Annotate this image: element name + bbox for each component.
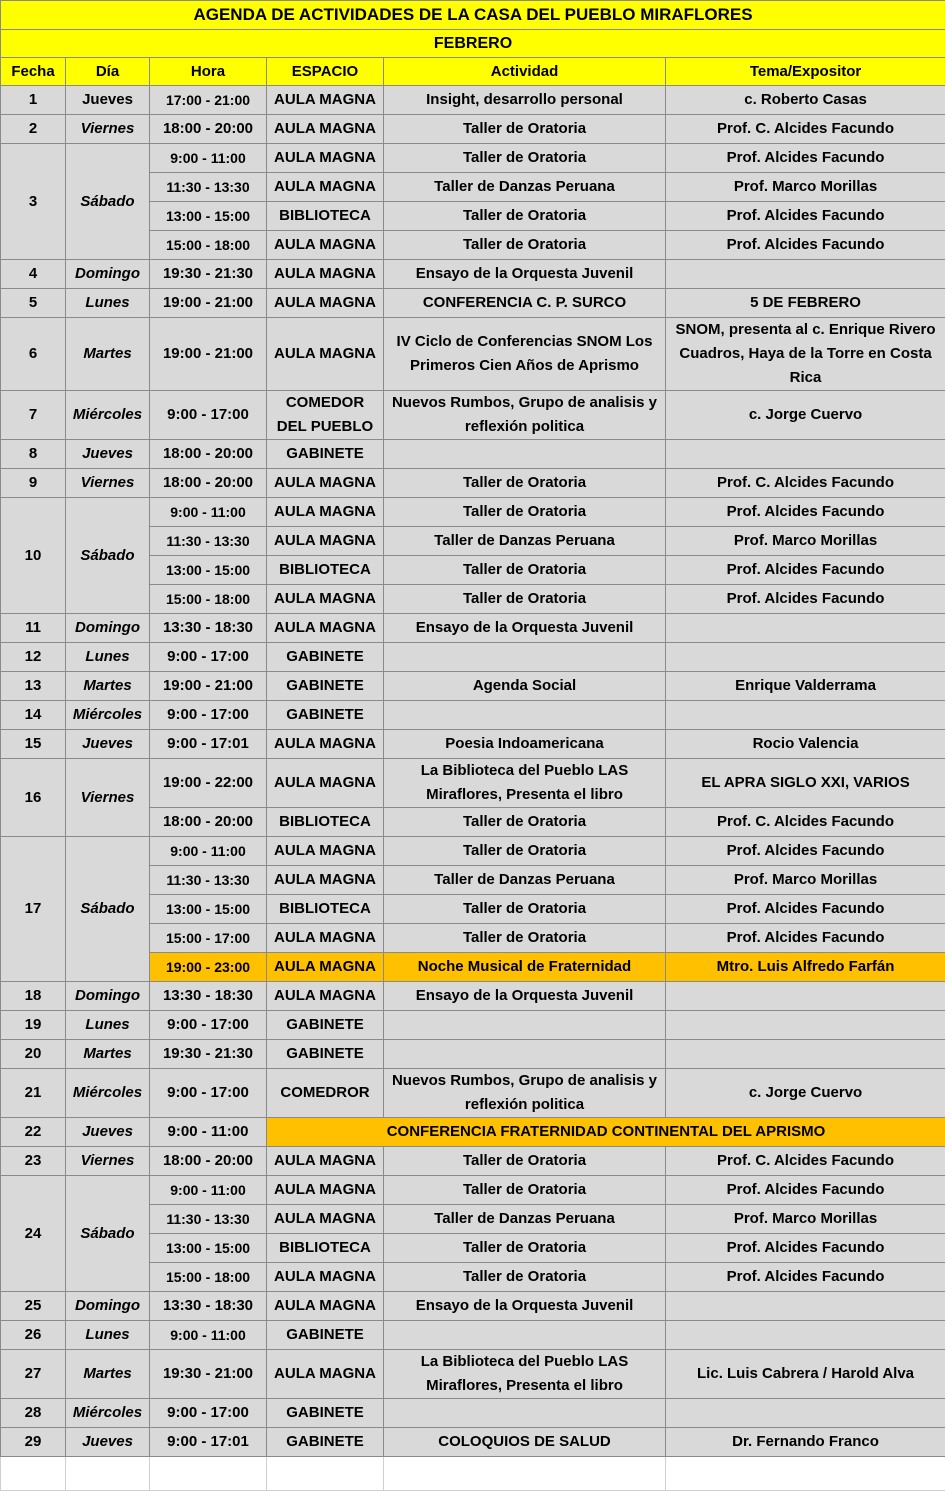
table-row	[1, 1292, 945, 1321]
fecha-cell: 26	[1, 1321, 66, 1350]
espacio-cell: AULA MAGNA	[267, 231, 384, 260]
actividad-cell: Ensayo de la Orquesta Juvenil	[384, 982, 666, 1011]
actividad-cell: Nuevos Rumbos, Grupo de analisis y reflexión politica	[384, 1069, 666, 1118]
col-header-actividad: Actividad	[384, 58, 666, 86]
actividad-cell	[384, 643, 666, 672]
expositor-cell: Enrique Valderrama	[666, 672, 945, 701]
expositor-cell	[666, 701, 945, 730]
espacio-cell: AULA MAGNA	[267, 1263, 384, 1292]
hora-cell: 19:30 - 21:30	[150, 260, 267, 289]
actividad-cell: Taller de Oratoria	[384, 1234, 666, 1263]
hora-cell: 18:00 - 20:00	[150, 1147, 267, 1176]
hora-cell: 9:00 - 17:00	[150, 643, 267, 672]
table-row	[1, 440, 945, 469]
expositor-cell	[666, 1321, 945, 1350]
fecha-cell: 24	[1, 1176, 66, 1292]
actividad-cell: Taller de Oratoria	[384, 585, 666, 614]
espacio-cell: GABINETE	[267, 440, 384, 469]
hora-cell: 13:00 - 15:00	[150, 1234, 267, 1263]
hora-cell: 9:00 - 11:00	[150, 1176, 267, 1205]
fecha-cell: 6	[1, 318, 66, 391]
table-row	[1, 498, 945, 527]
table-row	[1, 1011, 945, 1040]
actividad-cell: IV Ciclo de Conferencias SNOM Los Primeros Cien Años de Aprismo	[384, 318, 666, 391]
hora-cell: 19:00 - 22:00	[150, 759, 267, 808]
dia-cell: Martes	[66, 1350, 150, 1399]
dia-cell: Jueves	[66, 440, 150, 469]
fecha-cell: 10	[1, 498, 66, 614]
expositor-cell: Prof. Alcides Facundo	[666, 837, 945, 866]
expositor-cell: Prof. Alcides Facundo	[666, 231, 945, 260]
empty-cell	[66, 1457, 150, 1491]
fecha-cell: 3	[1, 144, 66, 260]
espacio-cell: AULA MAGNA	[267, 144, 384, 173]
hora-cell: 15:00 - 17:00	[150, 924, 267, 953]
expositor-cell	[666, 1292, 945, 1321]
espacio-cell: GABINETE	[267, 1428, 384, 1457]
expositor-cell: EL APRA SIGLO XXI, VARIOS	[666, 759, 945, 808]
expositor-cell: c. Roberto Casas	[666, 86, 945, 115]
dia-cell: Jueves	[66, 1428, 150, 1457]
fecha-cell: 15	[1, 730, 66, 759]
espacio-cell: AULA MAGNA	[267, 86, 384, 115]
hora-cell: 9:00 - 11:00	[150, 498, 267, 527]
expositor-cell: Prof. Marco Morillas	[666, 527, 945, 556]
hora-cell: 13:00 - 15:00	[150, 895, 267, 924]
fecha-cell: 17	[1, 837, 66, 982]
table-row	[1, 701, 945, 730]
fecha-cell: 25	[1, 1292, 66, 1321]
actividad-cell: Agenda Social	[384, 672, 666, 701]
agenda-title: AGENDA DE ACTIVIDADES DE LA CASA DEL PUEBLO MIRAFLORES	[1, 1, 945, 30]
hora-cell: 18:00 - 20:00	[150, 808, 267, 837]
hora-cell: 11:30 - 13:30	[150, 173, 267, 202]
empty-row	[1, 1457, 945, 1491]
fecha-cell: 23	[1, 1147, 66, 1176]
actividad-cell: Taller de Oratoria	[384, 1263, 666, 1292]
espacio-cell: AULA MAGNA	[267, 1176, 384, 1205]
expositor-cell: Mtro. Luis Alfredo Farfán	[666, 953, 945, 982]
hora-cell: 19:00 - 23:00	[150, 953, 267, 982]
hora-cell: 9:00 - 11:00	[150, 1321, 267, 1350]
dia-cell: Miércoles	[66, 391, 150, 440]
espacio-cell: COMEDROR	[267, 1069, 384, 1118]
actividad-cell: Taller de Oratoria	[384, 202, 666, 231]
table-row	[1, 1321, 945, 1350]
expositor-cell: 5 DE FEBRERO	[666, 289, 945, 318]
hora-cell: 9:00 - 17:00	[150, 1011, 267, 1040]
dia-cell: Viernes	[66, 759, 150, 837]
dia-cell: Viernes	[66, 469, 150, 498]
col-header-fecha: Fecha	[1, 58, 66, 86]
expositor-cell: SNOM, presenta al c. Enrique Rivero Cuadros, Haya de la Torre en Costa Rica	[666, 318, 945, 391]
espacio-cell: AULA MAGNA	[267, 730, 384, 759]
table-row	[1, 1147, 945, 1176]
table-row	[1, 144, 945, 173]
hora-cell: 19:00 - 21:00	[150, 672, 267, 701]
actividad-cell: Taller de Oratoria	[384, 1176, 666, 1205]
table-row	[1, 86, 945, 115]
fecha-cell: 13	[1, 672, 66, 701]
fecha-cell: 16	[1, 759, 66, 837]
table-row	[1, 643, 945, 672]
actividad-cell: Taller de Danzas Peruana	[384, 173, 666, 202]
espacio-cell: COMEDOR DEL PUEBLO	[267, 391, 384, 440]
expositor-cell: Prof. Alcides Facundo	[666, 498, 945, 527]
espacio-cell: AULA MAGNA	[267, 469, 384, 498]
fecha-cell: 7	[1, 391, 66, 440]
espacio-cell: AULA MAGNA	[267, 1205, 384, 1234]
dia-cell: Sábado	[66, 144, 150, 260]
hora-cell: 19:00 - 21:00	[150, 289, 267, 318]
actividad-cell: Poesia Indoamericana	[384, 730, 666, 759]
espacio-cell: AULA MAGNA	[267, 924, 384, 953]
fecha-cell: 18	[1, 982, 66, 1011]
espacio-cell: AULA MAGNA	[267, 260, 384, 289]
fecha-cell: 20	[1, 1040, 66, 1069]
actividad-cell: Taller de Oratoria	[384, 1147, 666, 1176]
table-row	[1, 1069, 945, 1118]
fecha-cell: 22	[1, 1118, 66, 1147]
expositor-cell	[666, 1011, 945, 1040]
expositor-cell	[666, 982, 945, 1011]
actividad-cell: Taller de Oratoria	[384, 469, 666, 498]
espacio-cell: AULA MAGNA	[267, 173, 384, 202]
espacio-cell: BIBLIOTECA	[267, 895, 384, 924]
expositor-cell: Prof. Alcides Facundo	[666, 1263, 945, 1292]
hora-cell: 9:00 - 11:00	[150, 144, 267, 173]
espacio-cell: GABINETE	[267, 1011, 384, 1040]
dia-cell: Miércoles	[66, 1399, 150, 1428]
hora-cell: 9:00 - 17:00	[150, 1069, 267, 1118]
hora-cell: 9:00 - 17:00	[150, 391, 267, 440]
empty-cell	[384, 1457, 666, 1491]
fecha-cell: 2	[1, 115, 66, 144]
expositor-cell: Prof. Marco Morillas	[666, 1205, 945, 1234]
actividad-cell	[384, 440, 666, 469]
dia-cell: Sábado	[66, 498, 150, 614]
hora-cell: 13:00 - 15:00	[150, 556, 267, 585]
actividad-cell: Taller de Oratoria	[384, 556, 666, 585]
expositor-cell: Prof. Alcides Facundo	[666, 144, 945, 173]
expositor-cell: Prof. Marco Morillas	[666, 173, 945, 202]
dia-cell: Martes	[66, 318, 150, 391]
actividad-cell: Nuevos Rumbos, Grupo de analisis y reflexión politica	[384, 391, 666, 440]
fecha-cell: 5	[1, 289, 66, 318]
espacio-cell: AULA MAGNA	[267, 289, 384, 318]
expositor-cell	[666, 1040, 945, 1069]
actividad-cell: Ensayo de la Orquesta Juvenil	[384, 614, 666, 643]
expositor-cell: Rocio Valencia	[666, 730, 945, 759]
dia-cell: Domingo	[66, 614, 150, 643]
espacio-cell: AULA MAGNA	[267, 527, 384, 556]
fecha-cell: 29	[1, 1428, 66, 1457]
actividad-cell: Noche Musical de Fraternidad	[384, 953, 666, 982]
espacio-cell: AULA MAGNA	[267, 759, 384, 808]
month-label: FEBRERO	[1, 30, 945, 58]
actividad-cell: Taller de Danzas Peruana	[384, 1205, 666, 1234]
expositor-cell: Prof. Alcides Facundo	[666, 1234, 945, 1263]
dia-cell: Domingo	[66, 982, 150, 1011]
hora-cell: 11:30 - 13:30	[150, 527, 267, 556]
actividad-cell: Taller de Oratoria	[384, 895, 666, 924]
hora-cell: 9:00 - 17:00	[150, 1399, 267, 1428]
hora-cell: 9:00 - 17:00	[150, 701, 267, 730]
expositor-cell	[666, 260, 945, 289]
table-row	[1, 469, 945, 498]
espacio-cell: AULA MAGNA	[267, 1292, 384, 1321]
expositor-cell: Dr. Fernando Franco	[666, 1428, 945, 1457]
espacio-cell: AULA MAGNA	[267, 115, 384, 144]
hora-cell: 15:00 - 18:00	[150, 231, 267, 260]
expositor-cell: Prof. Alcides Facundo	[666, 895, 945, 924]
fecha-cell: 11	[1, 614, 66, 643]
table-row	[1, 614, 945, 643]
hora-cell: 17:00 - 21:00	[150, 86, 267, 115]
fecha-cell: 28	[1, 1399, 66, 1428]
espacio-cell: AULA MAGNA	[267, 837, 384, 866]
espacio-cell: AULA MAGNA	[267, 585, 384, 614]
expositor-cell: Prof. Alcides Facundo	[666, 556, 945, 585]
fecha-cell: 27	[1, 1350, 66, 1399]
dia-cell: Miércoles	[66, 1069, 150, 1118]
expositor-cell: Prof. Alcides Facundo	[666, 924, 945, 953]
fecha-cell: 19	[1, 1011, 66, 1040]
dia-cell: Martes	[66, 1040, 150, 1069]
table-row	[1, 391, 945, 440]
table-row	[1, 1428, 945, 1457]
fecha-cell: 14	[1, 701, 66, 730]
actividad-cell: La Biblioteca del Pueblo LAS Miraflores, Presenta el libro	[384, 759, 666, 808]
hora-cell: 19:00 - 21:00	[150, 318, 267, 391]
empty-cell	[150, 1457, 267, 1491]
expositor-cell: Prof. C. Alcides Facundo	[666, 808, 945, 837]
hora-cell: 18:00 - 20:00	[150, 469, 267, 498]
actividad-cell: Taller de Danzas Peruana	[384, 527, 666, 556]
table-row	[1, 289, 945, 318]
table-row	[1, 837, 945, 866]
espacio-cell: GABINETE	[267, 672, 384, 701]
table-row	[1, 1350, 945, 1399]
hora-cell: 19:30 - 21:00	[150, 1350, 267, 1399]
hora-cell: 9:00 - 11:00	[150, 837, 267, 866]
espacio-cell: AULA MAGNA	[267, 982, 384, 1011]
expositor-cell: Prof. Alcides Facundo	[666, 1176, 945, 1205]
actividad-cell: Insight, desarrollo personal	[384, 86, 666, 115]
hora-cell: 11:30 - 13:30	[150, 1205, 267, 1234]
expositor-cell: Prof. Alcides Facundo	[666, 585, 945, 614]
col-header-tema-expositor: Tema/Expositor	[666, 58, 945, 86]
expositor-cell	[666, 440, 945, 469]
actividad-cell: Ensayo de la Orquesta Juvenil	[384, 1292, 666, 1321]
espacio-cell: AULA MAGNA	[267, 1147, 384, 1176]
dia-cell: Martes	[66, 672, 150, 701]
actividad-cell: Taller de Oratoria	[384, 837, 666, 866]
actividad-cell: Taller de Danzas Peruana	[384, 866, 666, 895]
actividad-cell: CONFERENCIA C. P. SURCO	[384, 289, 666, 318]
espacio-cell: AULA MAGNA	[267, 498, 384, 527]
dia-cell: Viernes	[66, 1147, 150, 1176]
hora-cell: 9:00 - 17:01	[150, 1428, 267, 1457]
dia-cell: Sábado	[66, 837, 150, 982]
table-row	[1, 1040, 945, 1069]
col-header-dia: Día	[66, 58, 150, 86]
espacio-cell: AULA MAGNA	[267, 953, 384, 982]
empty-cell	[666, 1457, 945, 1491]
expositor-cell: c. Jorge Cuervo	[666, 391, 945, 440]
actividad-cell: Ensayo de la Orquesta Juvenil	[384, 260, 666, 289]
espacio-cell: BIBLIOTECA	[267, 1234, 384, 1263]
hora-cell: 18:00 - 20:00	[150, 115, 267, 144]
fecha-cell: 12	[1, 643, 66, 672]
espacio-cell: BIBLIOTECA	[267, 808, 384, 837]
table-row	[1, 730, 945, 759]
expositor-cell	[666, 1399, 945, 1428]
table-row	[1, 1176, 945, 1205]
expositor-cell: Prof. C. Alcides Facundo	[666, 115, 945, 144]
dia-cell: Domingo	[66, 1292, 150, 1321]
actividad-cell	[384, 1011, 666, 1040]
expositor-cell: Lic. Luis Cabrera / Harold Alva	[666, 1350, 945, 1399]
espacio-cell: BIBLIOTECA	[267, 202, 384, 231]
fecha-cell: 8	[1, 440, 66, 469]
expositor-cell: Prof. Marco Morillas	[666, 866, 945, 895]
table-row	[1, 1399, 945, 1428]
actividad-cell: Taller de Oratoria	[384, 231, 666, 260]
hora-cell: 13:30 - 18:30	[150, 1292, 267, 1321]
fecha-cell: 1	[1, 86, 66, 115]
empty-cell	[1, 1457, 66, 1491]
dia-cell: Viernes	[66, 115, 150, 144]
hora-cell: 9:00 - 11:00	[150, 1118, 267, 1147]
header-row	[1, 58, 945, 86]
actividad-cell	[384, 1321, 666, 1350]
dia-cell: Lunes	[66, 1321, 150, 1350]
espacio-cell: AULA MAGNA	[267, 614, 384, 643]
espacio-cell: GABINETE	[267, 1040, 384, 1069]
expositor-cell: c. Jorge Cuervo	[666, 1069, 945, 1118]
espacio-cell: GABINETE	[267, 1399, 384, 1428]
hora-cell: 19:30 - 21:30	[150, 1040, 267, 1069]
dia-cell: Miércoles	[66, 701, 150, 730]
table-row	[1, 318, 945, 391]
hora-cell: 13:00 - 15:00	[150, 202, 267, 231]
expositor-cell	[666, 614, 945, 643]
actividad-cell	[384, 701, 666, 730]
espacio-cell: GABINETE	[267, 643, 384, 672]
actividad-cell	[384, 1040, 666, 1069]
actividad-cell: Taller de Oratoria	[384, 498, 666, 527]
table-row	[1, 982, 945, 1011]
col-header-hora: Hora	[150, 58, 267, 86]
dia-cell: Jueves	[66, 86, 150, 115]
fecha-cell: 4	[1, 260, 66, 289]
actividad-cell: La Biblioteca del Pueblo LAS Miraflores, Presenta el libro	[384, 1350, 666, 1399]
espacio-cell: AULA MAGNA	[267, 1350, 384, 1399]
table-row	[1, 672, 945, 701]
conference-banner: CONFERENCIA FRATERNIDAD CONTINENTAL DEL APRISMO	[267, 1118, 945, 1147]
hora-cell: 11:30 - 13:30	[150, 866, 267, 895]
expositor-cell: Prof. C. Alcides Facundo	[666, 1147, 945, 1176]
fecha-cell: 21	[1, 1069, 66, 1118]
actividad-cell: Taller de Oratoria	[384, 808, 666, 837]
empty-cell	[267, 1457, 384, 1491]
expositor-cell: Prof. C. Alcides Facundo	[666, 469, 945, 498]
espacio-cell: AULA MAGNA	[267, 318, 384, 391]
dia-cell: Lunes	[66, 1011, 150, 1040]
dia-cell: Sábado	[66, 1176, 150, 1292]
hora-cell: 13:30 - 18:30	[150, 982, 267, 1011]
expositor-cell: Prof. Alcides Facundo	[666, 202, 945, 231]
col-header-espacio: ESPACIO	[267, 58, 384, 86]
actividad-cell: Taller de Oratoria	[384, 924, 666, 953]
dia-cell: Domingo	[66, 260, 150, 289]
table-row	[1, 759, 945, 808]
dia-cell: Jueves	[66, 1118, 150, 1147]
actividad-cell	[384, 1399, 666, 1428]
table-row	[1, 115, 945, 144]
actividad-cell: Taller de Oratoria	[384, 144, 666, 173]
hora-cell: 13:30 - 18:30	[150, 614, 267, 643]
espacio-cell: AULA MAGNA	[267, 866, 384, 895]
espacio-cell: GABINETE	[267, 1321, 384, 1350]
fecha-cell: 9	[1, 469, 66, 498]
actividad-cell: COLOQUIOS DE SALUD	[384, 1428, 666, 1457]
dia-cell: Lunes	[66, 289, 150, 318]
expositor-cell	[666, 643, 945, 672]
espacio-cell: GABINETE	[267, 701, 384, 730]
dia-cell: Jueves	[66, 730, 150, 759]
espacio-cell: BIBLIOTECA	[267, 556, 384, 585]
actividad-cell: Taller de Oratoria	[384, 115, 666, 144]
table-row	[1, 1118, 945, 1147]
hora-cell: 15:00 - 18:00	[150, 1263, 267, 1292]
table-row	[1, 260, 945, 289]
hora-cell: 15:00 - 18:00	[150, 585, 267, 614]
hora-cell: 9:00 - 17:01	[150, 730, 267, 759]
hora-cell: 18:00 - 20:00	[150, 440, 267, 469]
dia-cell: Lunes	[66, 643, 150, 672]
